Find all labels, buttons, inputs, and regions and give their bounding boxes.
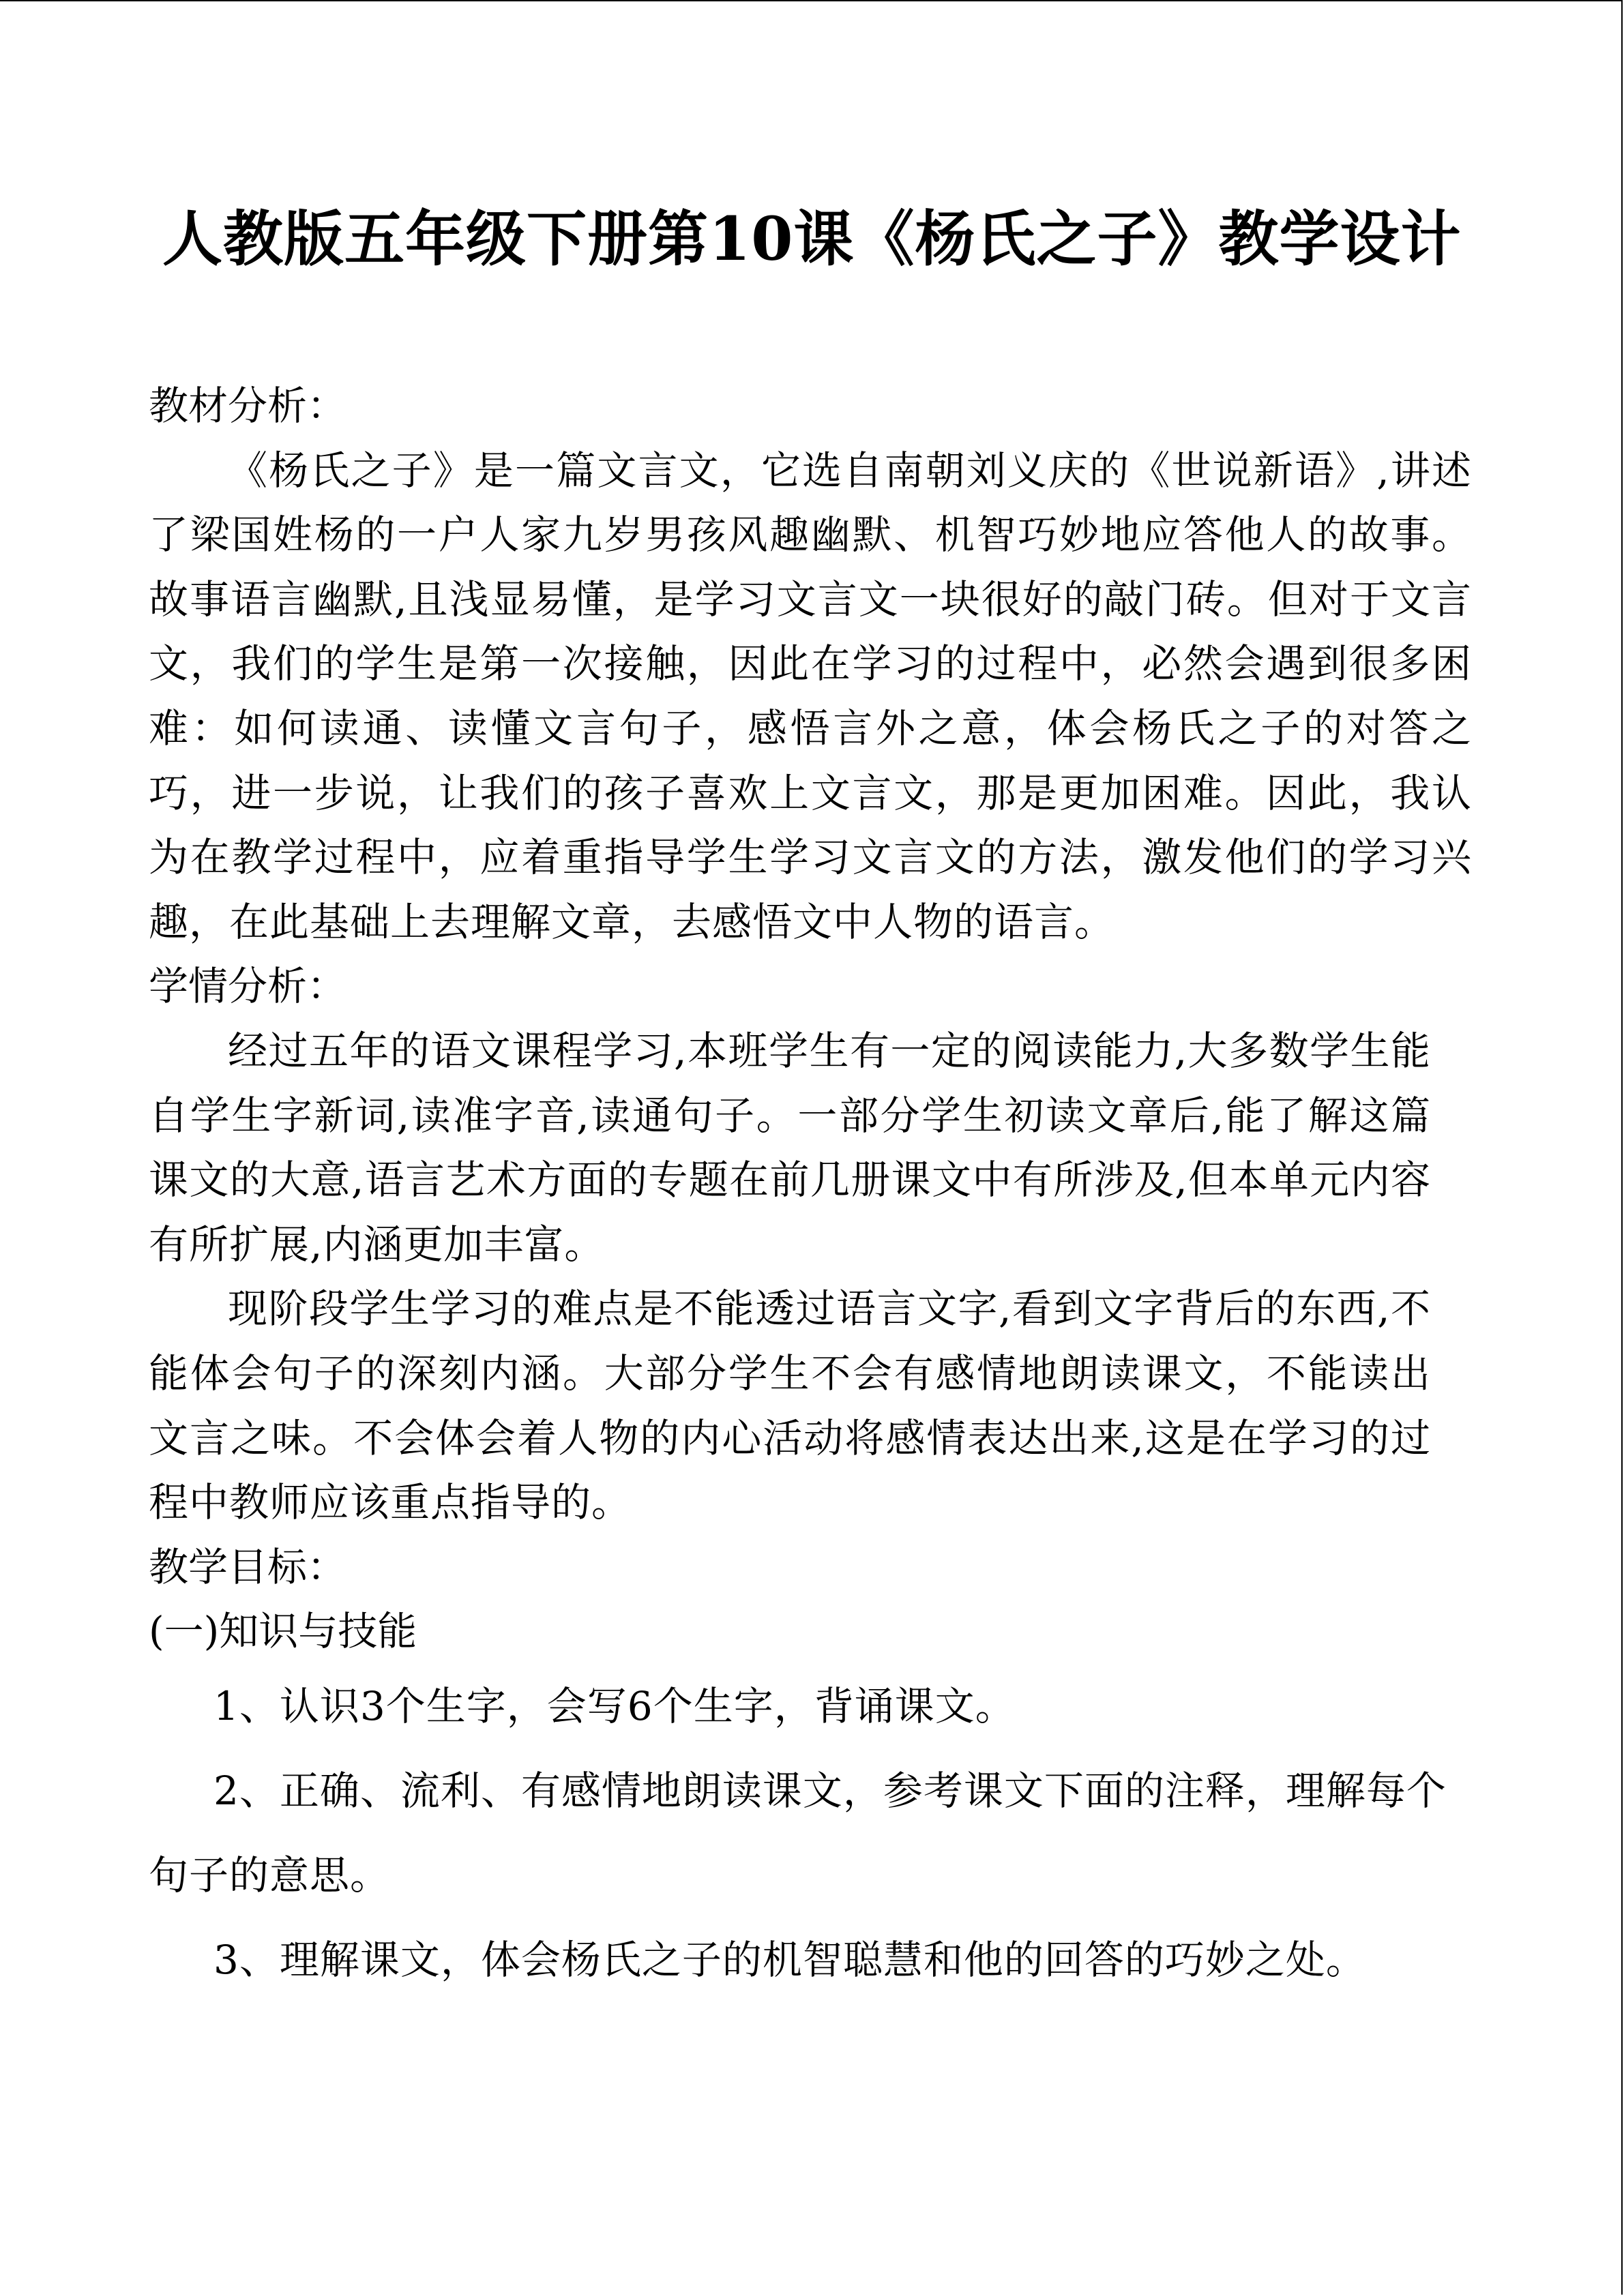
objective-item-2 xyxy=(149,1748,1472,1918)
objective-item-3 xyxy=(149,1918,1472,2002)
student-analysis-paragraph-1: 经过五年的语文课程学习,本班学生有一定的阅读能力,大多数学生能自学生字新词,读准字音,读通句子。一部分学生初读文章后,能了解这篇课文的大意,语言艺术方面的专题在前几册课文中有所涉及,但本单元内容有所扩展,内涵更加丰富。 xyxy=(149,1027,1431,1268)
material-analysis-heading: 教材分析： xyxy=(149,383,347,429)
student-analysis-heading: 学情分析： xyxy=(149,963,347,1010)
teaching-goals-heading: 教学目标： xyxy=(149,1543,347,1590)
student-analysis-paragraph-2: 现阶段学生学习的难点是不能透过语言文字,看到文字背后的东西,不能体会句子的深刻内涵。大部分学生不会有感情地朗读课文，不能读出文言之味。不会体会着人物的内心活动将感情表达出来,这是在学习的过程中教师应该重点指导的。 xyxy=(149,1285,1431,1526)
objective-text: 2、正确、流利、有感情地朗读课文，参考课文下面的注释，理解每个 xyxy=(213,1767,1447,1814)
objective-text-continuation: 句子的意思。 xyxy=(149,1851,391,1898)
document-title: 人教版五年级下册第10课《杨氏之子》教学设计 xyxy=(162,203,1462,274)
objective-text: 1、认识3个生字，会写6个生字，背诵课文。 xyxy=(213,1682,1016,1729)
document-body xyxy=(149,374,1472,2002)
objectives-list xyxy=(149,1664,1472,2002)
knowledge-skills-subheading: (一)知识与技能 xyxy=(149,1608,417,1655)
objective-text: 3、理解课文，体会杨氏之子的机智聪慧和他的回答的巧妙之处。 xyxy=(213,1936,1366,1983)
objective-item-1 xyxy=(149,1664,1472,1748)
material-analysis-paragraph: 《杨氏之子》是一篇文言文，它选自南朝刘义庆的《世说新语》,讲述了梁国姓杨的一户人家九岁男孩风趣幽默、机智巧妙地应答他人的故事。故事语言幽默,且浅显易懂，是学习文言文一块很好的敲门砖。但对于文言文，我们的学生是第一次接触，因此在学习的过程中，必然会遇到很多困难：如何读通、读懂文言句子，感悟言外之意，体会杨氏之子的对答之巧，进一步说，让我们的孩子喜欢上文言文，那是更加困难。因此，我认为在教学过程中，应着重指导学生学习文言文的方法，激发他们的学习兴趣，在此基础上去理解文章，去感悟文中人物的语言。 xyxy=(149,447,1472,945)
